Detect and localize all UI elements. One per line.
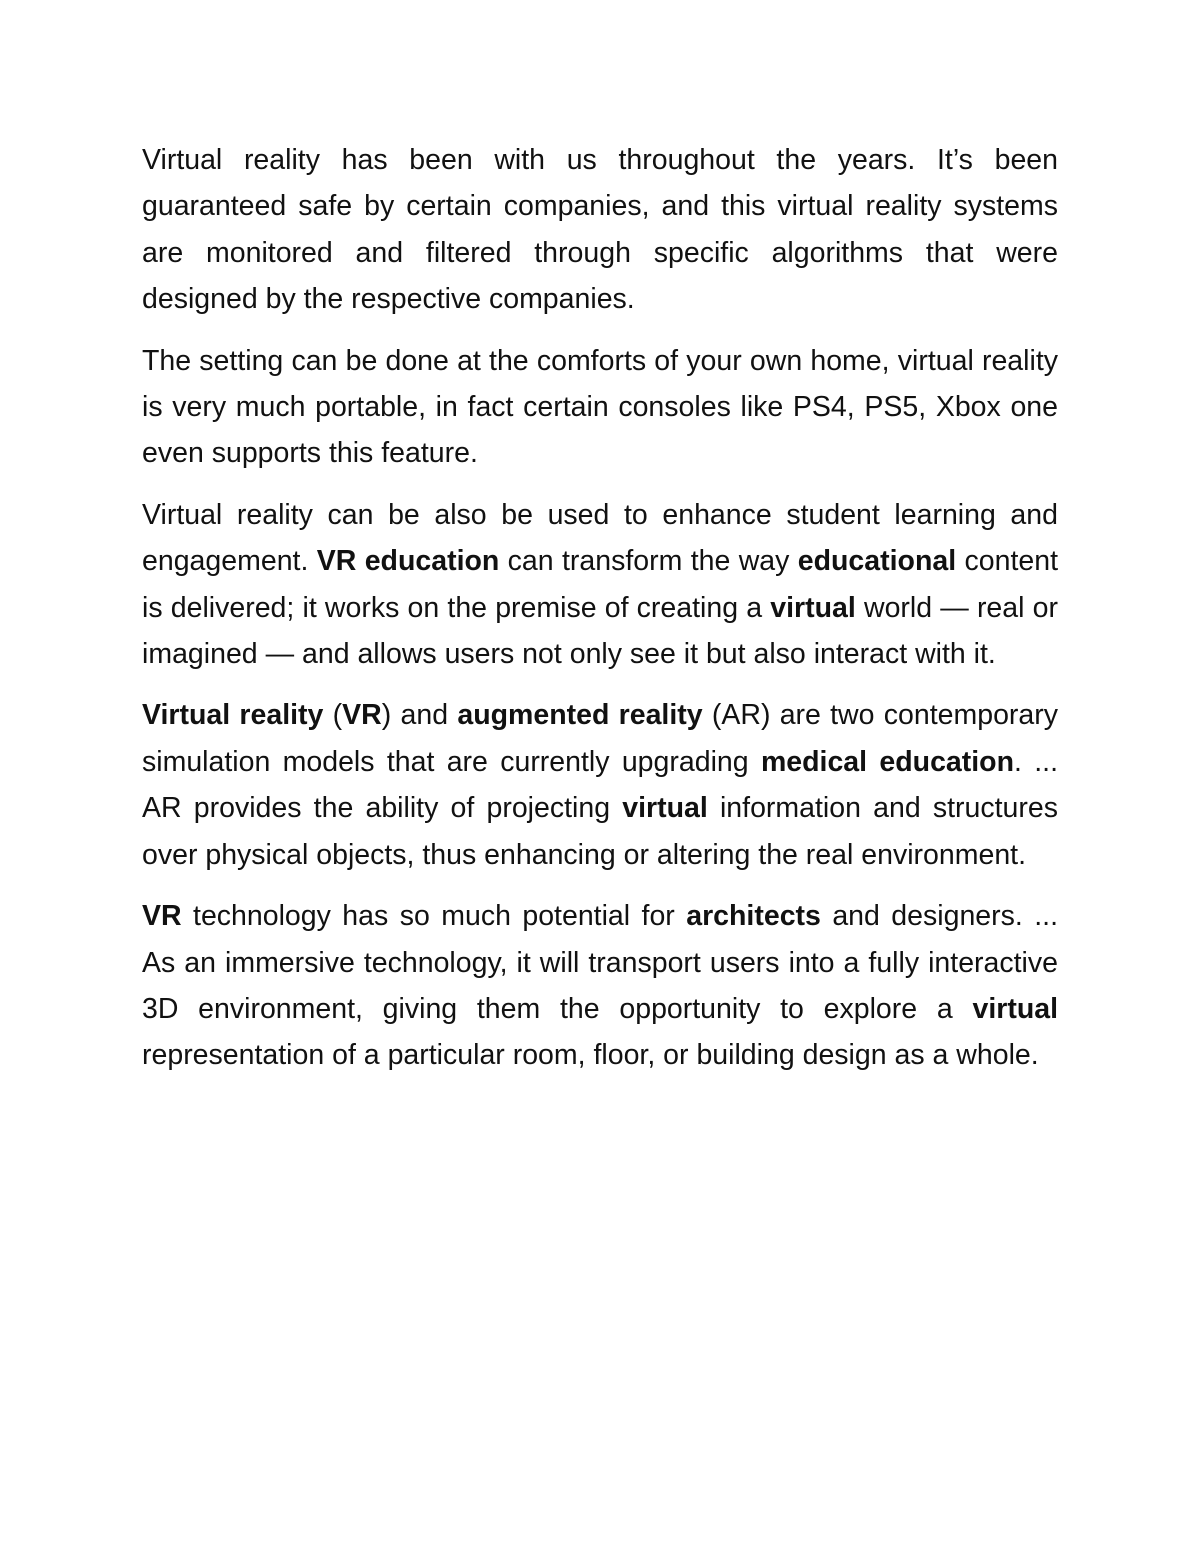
bold-term: VR education [316, 545, 500, 578]
text-segment: Virtual reality can be also be used to enhance student learning and engagement. [142, 498, 1058, 578]
paragraph-5 [142, 893, 1058, 1079]
bold-term: virtual [770, 591, 856, 624]
bold-term: augmented reality [457, 699, 703, 732]
bold-term: medical education [760, 745, 1014, 778]
paragraph-text: The setting can be done at the comforts of your own home, virtual reality is very much portable, in fact certain consoles like PS4, PS5, Xbox one even supports this feature. [142, 344, 1058, 470]
text-segment: and designers. ... As an immersive technology, it will transport users into a fully interactive 3D environment, giving them the opportunity to explore a [142, 900, 1058, 1025]
paragraph-1 [142, 137, 1058, 323]
paragraph-3 [142, 492, 1058, 678]
text-segment: . ... AR provides the ability of projecting [142, 745, 1058, 825]
text-segment: can transform the way [499, 545, 798, 578]
bold-term: Virtual reality [142, 699, 324, 732]
paragraph-2 [142, 338, 1058, 477]
bold-term: virtual [972, 992, 1058, 1025]
paragraph-text: Virtual reality has been with us throughout the years. It’s been guaranteed safe by certain companies, and this virtual reality systems are monitored and filtered through specific algorithms that were designed by the respective companies. [142, 144, 1058, 316]
text-segment: (AR) are two contemporary simulation models that are currently upgrading [142, 699, 1058, 778]
text-segment: content is delivered; it works on the premise of creating a [142, 545, 1058, 624]
bold-term: educational [797, 545, 957, 578]
text-segment: world — real or imagined — and allows users not only see it but also interact with it. [142, 591, 1058, 671]
bold-term: VR [142, 900, 182, 933]
text-segment: information and structures over physical objects, thus enhancing or altering the real environment. [142, 792, 1058, 871]
bold-term: VR [342, 699, 382, 732]
bold-term: architects [686, 900, 821, 933]
text-segment: ) and [381, 699, 458, 732]
text-segment: ( [323, 699, 343, 732]
bold-term: virtual [622, 792, 708, 825]
text-segment: representation of a particular room, floor, or building design as a whole. [142, 1039, 1039, 1072]
paragraph-4 [142, 692, 1058, 878]
text-segment: technology has so much potential for [181, 900, 687, 933]
document-body [142, 137, 1058, 1094]
